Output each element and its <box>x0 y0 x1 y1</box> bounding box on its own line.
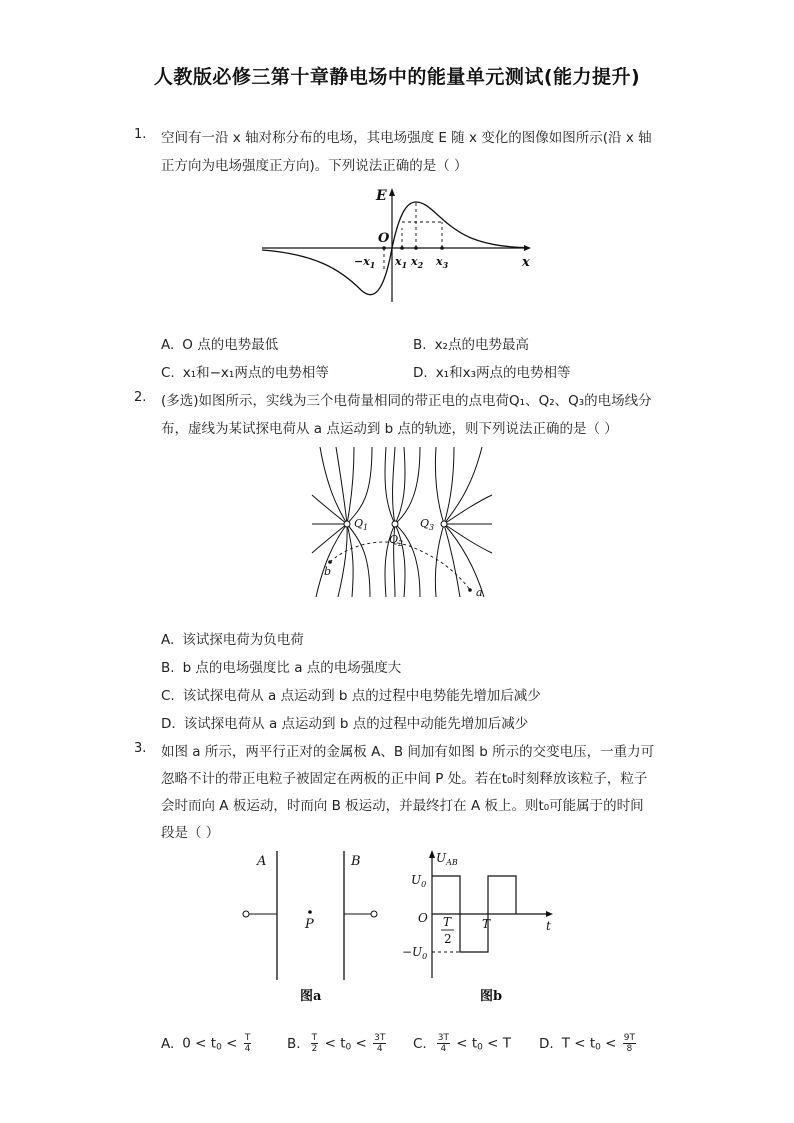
question-3-figure-b-voltage <box>398 846 568 1016</box>
option-fraction: $\frac{3T}{4}$ <box>374 1033 386 1054</box>
option-fraction: $\frac{T}{4}$ <box>244 1033 251 1054</box>
option-label: D. <box>161 716 176 732</box>
option-fraction: $\frac{9T}{8}$ <box>623 1033 635 1054</box>
u0-label: $U_0$ <box>411 873 427 889</box>
option-subscript: 0 <box>216 1042 222 1053</box>
t-period-label: T <box>482 917 491 931</box>
question-2-option-c[interactable] <box>161 684 541 704</box>
label-a: a <box>476 586 483 599</box>
option-text: b 点的电场强度比 a 点的电场强度大 <box>182 660 402 676</box>
option-text: x₁和x₃两点的电势相等 <box>435 365 571 381</box>
question-2-number: 2. <box>134 390 147 405</box>
question-3-line-1: 如图 a 所示，两平行正对的金属板 A、B 间加有如图 b 所示的交变电压，一重力可 <box>161 744 655 760</box>
option-label: D. <box>413 365 428 381</box>
option-subscript: 0 <box>345 1042 352 1053</box>
plate-a-terminal <box>243 911 249 917</box>
question-3-number: 3. <box>134 741 147 756</box>
x-axis-arrow <box>524 245 531 251</box>
option-label: C. <box>161 688 175 704</box>
option-text-mid: < <box>600 1035 621 1052</box>
question-1-option-c[interactable] <box>161 361 329 381</box>
tick-dot-x3 <box>440 246 444 250</box>
option-text-mid: < <box>221 1035 242 1052</box>
option-label: B. <box>287 1035 301 1052</box>
option-text: 该试探电荷从 a 点运动到 b 点的过程中动能先增加后减少 <box>183 716 529 732</box>
tick-dot-neg-x1 <box>382 246 386 250</box>
label-plate-a: A <box>257 854 267 869</box>
tick-dot-x1 <box>400 246 404 250</box>
option-text-left: T < t <box>561 1035 596 1052</box>
option-subscript: 0 <box>595 1042 601 1053</box>
question-2-option-a[interactable] <box>161 628 304 648</box>
axis-label-x: x <box>522 255 530 270</box>
trajectory-dashed <box>330 542 470 590</box>
option-label: B. <box>161 660 175 676</box>
question-2-line-1: (多选)如图所示，实线为三个电荷量相同的带正电的点电荷Q₁、Q₂、Q₃的电场线分 <box>161 393 652 409</box>
label-plate-b: B <box>351 854 361 869</box>
label-point-p: P <box>305 917 314 932</box>
option-text: x₁和−x₁两点的电势相等 <box>182 365 329 381</box>
point-p-dot <box>308 910 312 914</box>
question-1-option-a[interactable] <box>161 333 278 353</box>
t-axis-arrow <box>546 911 553 917</box>
tick-label-x2: $x_2$ <box>411 255 424 270</box>
option-fraction-left: $\frac{T}{2}$ <box>311 1033 318 1054</box>
question-3-line-4: 段是（ ） <box>161 825 220 841</box>
option-text: O 点的电势最低 <box>182 337 279 353</box>
point-a-dot <box>468 588 472 592</box>
option-fraction-left: $\frac{3T}{4}$ <box>437 1033 449 1054</box>
figure-b-caption: 图b <box>480 989 503 1004</box>
charge-q1-dot <box>344 521 350 527</box>
option-label: D. <box>539 1035 554 1052</box>
question-1-option-b[interactable] <box>413 333 529 353</box>
label-q3: $Q_3$ <box>420 517 435 532</box>
question-2-option-d[interactable] <box>161 712 528 732</box>
question-1-line-1: 空间有一沿 x 轴对称分布的电场，其电场强度 E 随 x 变化的图像如图所示(沿 x 轴 <box>161 130 652 146</box>
label-q2: $Q_2$ <box>389 533 404 548</box>
question-2-figure-field-lines <box>312 447 492 602</box>
figure-a-caption: 图a <box>300 989 322 1004</box>
question-3-figure-a-plates <box>240 848 385 1013</box>
origin-label: O <box>378 231 390 246</box>
option-label: A. <box>161 337 175 353</box>
option-label: A. <box>161 1035 175 1052</box>
option-subscript: 0 <box>477 1042 483 1053</box>
option-text: 该试探电荷为负电荷 <box>182 632 304 648</box>
question-2-option-b[interactable] <box>161 656 401 676</box>
u-axis-arrow <box>429 850 435 858</box>
question-3-option-c[interactable] <box>413 1033 511 1054</box>
option-text-mid0: < t <box>451 1035 478 1052</box>
option-label: B. <box>413 337 427 353</box>
option-text-mid: < T <box>482 1035 512 1052</box>
tick-label-x3: $x_3$ <box>436 255 449 270</box>
document-title: 人教版必修三第十章静电场中的能量单元测试(能力提升) <box>153 66 641 88</box>
option-text-left: 0 < t <box>182 1035 217 1052</box>
t-axis-label: t <box>546 919 551 933</box>
charge-q2-dot <box>392 521 398 527</box>
origin-o-label: O <box>418 911 428 925</box>
label-q1: $Q_1$ <box>354 517 369 532</box>
question-2-line-2: 布，虚线为某试探电荷从 a 点运动到 b 点的轨迹，则下列说法正确的是（ ） <box>161 421 618 437</box>
option-text: 该试探电荷从 a 点运动到 b 点的过程中电势能先增加后减少 <box>182 688 541 704</box>
option-label: C. <box>413 1035 427 1052</box>
neg-u0-label: $-U_0$ <box>402 945 428 961</box>
label-b: b <box>324 565 332 578</box>
question-1-number: 1. <box>134 127 147 142</box>
option-text-mid: < <box>351 1035 372 1052</box>
plate-b-terminal <box>371 911 377 917</box>
question-3-line-2: 忽略不计的带正电粒子被固定在两板的正中间 P 处。若在t₀时刻释放该粒子，粒子 <box>161 771 648 787</box>
question-3-option-b[interactable] <box>287 1033 388 1054</box>
question-1-line-2: 正方向为电场强度正方向)。下列说法正确的是（ ） <box>161 158 468 174</box>
axis-label-e: E <box>376 188 387 204</box>
field-lines <box>312 447 492 597</box>
tick-dot-x2 <box>414 246 418 250</box>
option-text: x₂点的电势最高 <box>434 337 529 353</box>
question-1-option-d[interactable] <box>413 361 571 381</box>
question-3-option-d[interactable] <box>539 1033 638 1054</box>
half-t-denominator: 2 <box>444 932 452 946</box>
y-axis-arrow <box>389 188 395 196</box>
option-text-mid0: < t <box>320 1035 346 1052</box>
question-3-option-a[interactable] <box>161 1033 253 1054</box>
option-label: A. <box>161 632 175 648</box>
half-t-numerator: T <box>443 915 452 929</box>
charge-q3-dot <box>441 521 447 527</box>
question-3-line-3: 会时而向 A 板运动，时而向 B 板运动，并最终打在 A 板上。则t₀可能属于的时间 <box>161 798 644 814</box>
tick-label-neg-x1: $-x_1$ <box>354 255 376 270</box>
u-axis-label: $U_{AB}$ <box>436 851 458 867</box>
tick-label-x1: $x_1$ <box>395 255 408 270</box>
option-label: C. <box>161 365 175 381</box>
question-1-figure-e-x-graph <box>256 180 536 310</box>
point-b-dot <box>328 560 332 564</box>
